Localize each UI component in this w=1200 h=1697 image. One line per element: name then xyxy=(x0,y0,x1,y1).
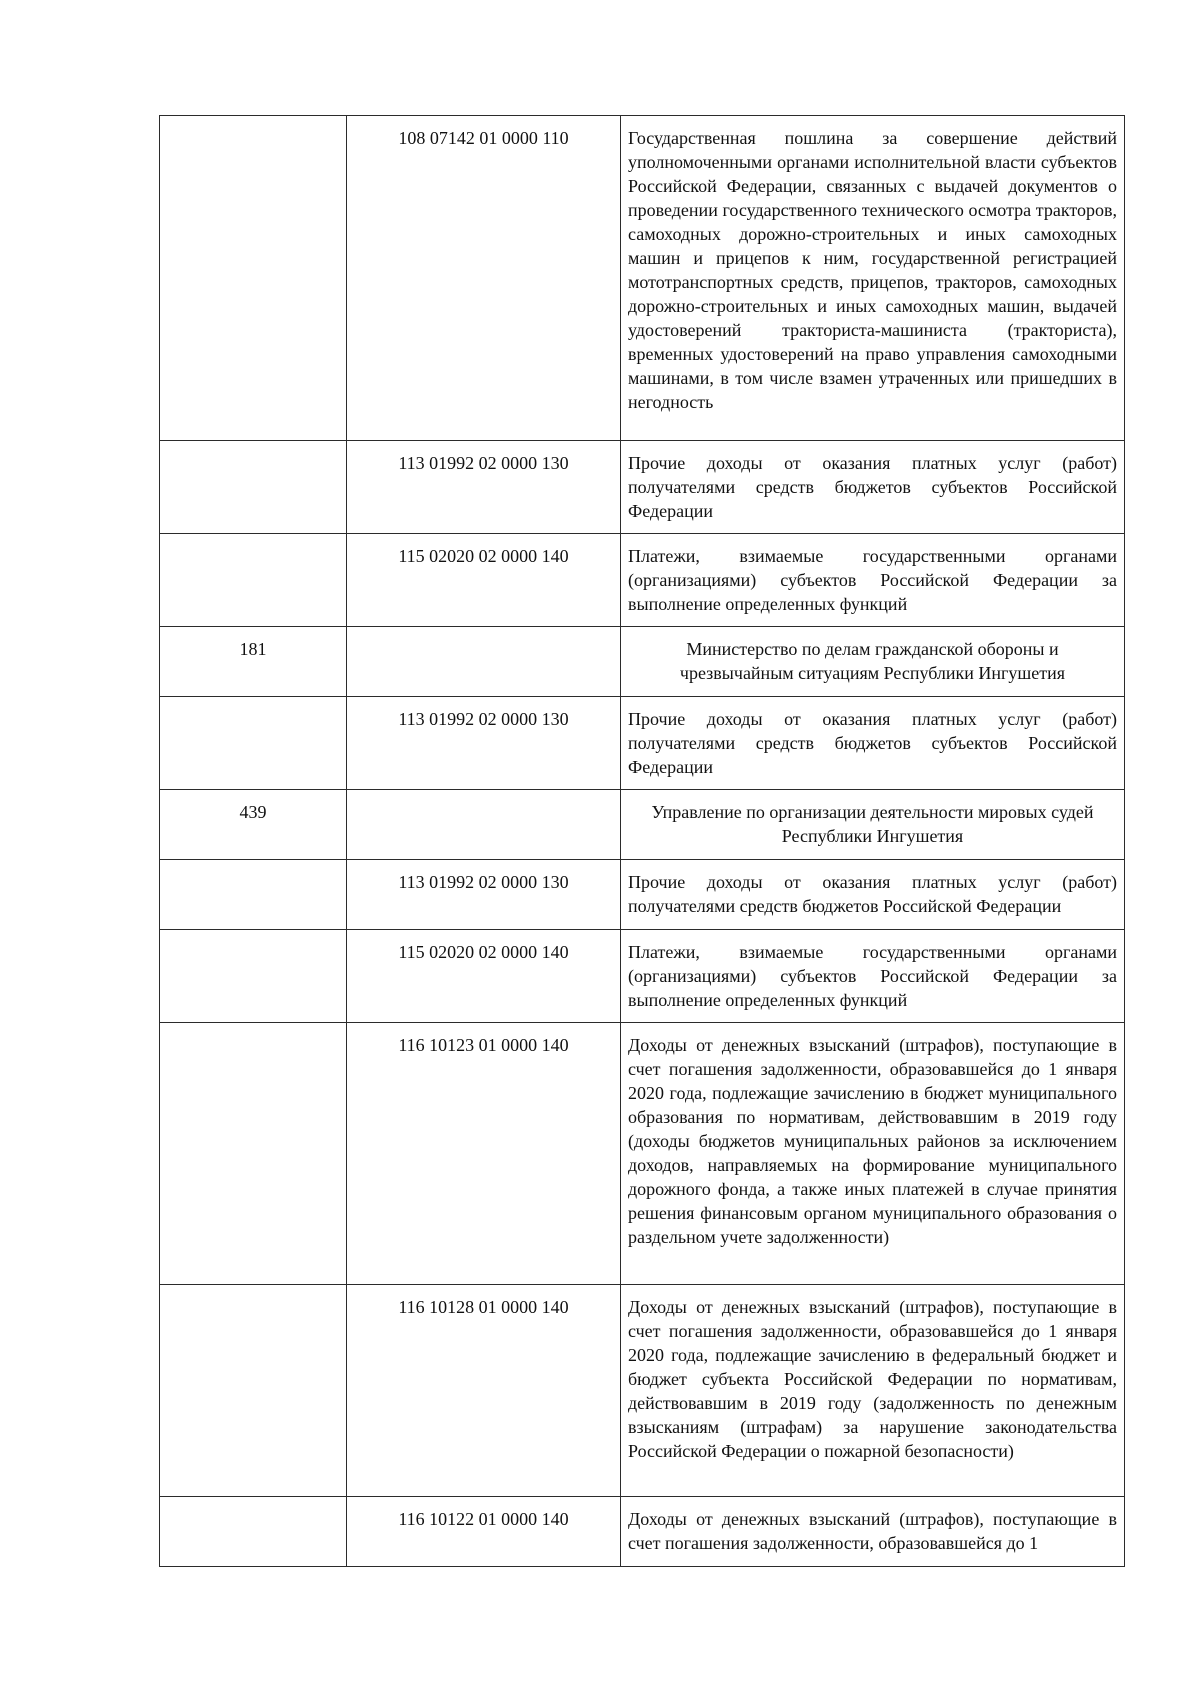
table-row xyxy=(160,860,1125,930)
table-row xyxy=(160,1023,1125,1285)
table-row xyxy=(160,441,1125,534)
admin-code-cell xyxy=(160,1497,347,1567)
admin-code-cell: 439 xyxy=(160,790,347,860)
admin-code-cell xyxy=(160,534,347,627)
table-row xyxy=(160,534,1125,627)
table-body xyxy=(160,116,1125,1567)
table-row xyxy=(160,930,1125,1023)
administrator-name-cell: Управление по организации деятельности мировых судей Республики Ингушетия xyxy=(621,790,1125,860)
administrator-name-cell: Министерство по делам гражданской обороны и чрезвычайным ситуациям Республики Ингушетия xyxy=(621,627,1125,697)
description-cell: Прочие доходы от оказания платных услуг (работ) получателями средств бюджетов субъектов Российской Федерации xyxy=(621,441,1125,534)
admin-code-cell xyxy=(160,116,347,441)
table-row xyxy=(160,1285,1125,1497)
description-cell: Платежи, взимаемые государственными органами (организациями) субъектов Российской Федерации за выполнение определенных функций xyxy=(621,534,1125,627)
revenue-codes-table xyxy=(159,115,1125,1567)
description-cell: Доходы от денежных взысканий (штрафов), поступающие в счет погашения задолженности, образовавшейся до 1 xyxy=(621,1497,1125,1567)
admin-code-cell xyxy=(160,697,347,790)
description-cell: Прочие доходы от оказания платных услуг (работ) получателями средств бюджетов Российской Федерации xyxy=(621,860,1125,930)
revenue-code-cell: 113 01992 02 0000 130 xyxy=(347,860,621,930)
description-cell: Доходы от денежных взысканий (штрафов), поступающие в счет погашения задолженности, образовавшейся до 1 января 2020 года, подлежащие зачислению в бюджет муниципального образования по нормативам, действовавшим в 2019 году (доходы бюджетов муниципальных районов за исключением доходов, направляемых на формирование муниципального дорожного фонда, а также иных платежей в случае принятия решения финансовым органом муниципального образования о раздельном учете задолженности) xyxy=(621,1023,1125,1285)
revenue-code-cell: 116 10123 01 0000 140 xyxy=(347,1023,621,1285)
description-cell: Прочие доходы от оказания платных услуг (работ) получателями средств бюджетов субъектов Российской Федерации xyxy=(621,697,1125,790)
table-row-administrator xyxy=(160,627,1125,697)
revenue-code-cell: 115 02020 02 0000 140 xyxy=(347,534,621,627)
admin-code-cell: 181 xyxy=(160,627,347,697)
revenue-code-cell: 113 01992 02 0000 130 xyxy=(347,441,621,534)
admin-code-cell xyxy=(160,1023,347,1285)
admin-code-cell xyxy=(160,1285,347,1497)
revenue-code-cell xyxy=(347,627,621,697)
description-cell: Платежи, взимаемые государственными органами (организациями) субъектов Российской Федерации за выполнение определенных функций xyxy=(621,930,1125,1023)
revenue-code-cell: 113 01992 02 0000 130 xyxy=(347,697,621,790)
table-row-administrator xyxy=(160,790,1125,860)
description-cell: Доходы от денежных взысканий (штрафов), поступающие в счет погашения задолженности, образовавшейся до 1 января 2020 года, подлежащие зачислению в федеральный бюджет и бюджет субъекта Российской Федерации по нормативам, действовавшим в 2019 году (задолженность по денежным взысканиям (штрафам) за нарушение законодательства Российской Федерации о пожарной безопасности) xyxy=(621,1285,1125,1497)
description-cell: Государственная пошлина за совершение действий уполномоченными органами исполнительной власти субъектов Российской Федерации, связанных с выдачей документов о проведении государственного технического осмотра тракторов, самоходных дорожно-строительных и иных самоходных машин и прицепов к ним, государственной регистрацией мототранспортных средств, прицепов, тракторов, самоходных дорожно-строительных и иных самоходных машин, выдачей удостоверений тракториста-машиниста (тракториста), временных удостоверений на право управления самоходными машинами, в том числе взамен утраченных или пришедших в негодность xyxy=(621,116,1125,441)
admin-code-cell xyxy=(160,930,347,1023)
revenue-code-cell: 115 02020 02 0000 140 xyxy=(347,930,621,1023)
admin-code-cell xyxy=(160,441,347,534)
table-row xyxy=(160,116,1125,441)
revenue-code-cell xyxy=(347,790,621,860)
revenue-code-cell: 116 10122 01 0000 140 xyxy=(347,1497,621,1567)
table-row xyxy=(160,697,1125,790)
revenue-code-cell: 108 07142 01 0000 110 xyxy=(347,116,621,441)
table-row xyxy=(160,1497,1125,1567)
revenue-code-cell: 116 10128 01 0000 140 xyxy=(347,1285,621,1497)
admin-code-cell xyxy=(160,860,347,930)
